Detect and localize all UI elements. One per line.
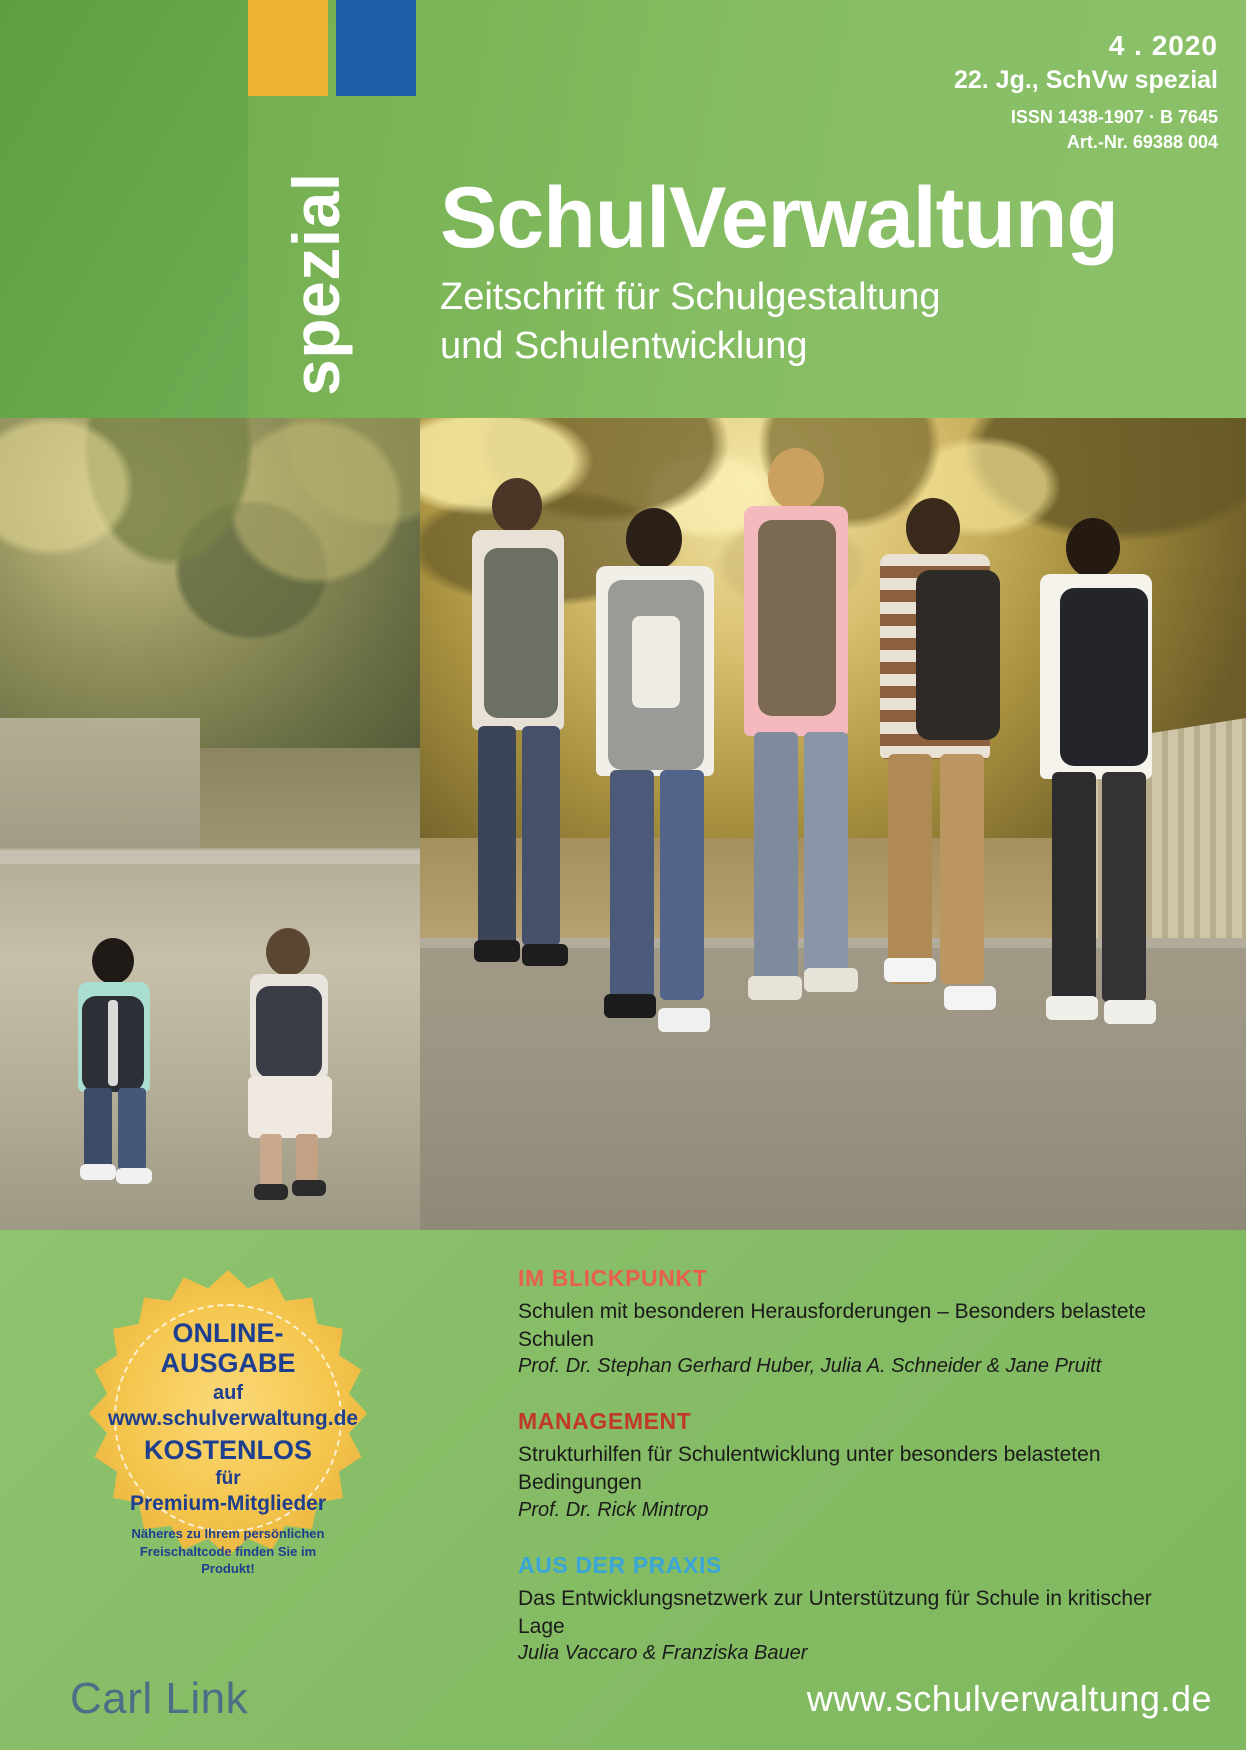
table-of-contents [518,1265,1198,1695]
cover-photo-strip [0,418,1246,1230]
magazine-subtitle-line1: Zeitschrift für Schulgestaltung [440,276,941,318]
seal-line-4: www.schulverwaltung.de [108,1407,359,1431]
spezial-text: spezial [279,172,353,396]
seal-text-block [108,1318,359,1516]
toc-kicker: IM BLICKPUNKT [518,1265,708,1291]
toc-title: Schulen mit besonderen Herausforderungen – Besonders belastete Schulen [518,1300,1147,1351]
toc-authors: Prof. Dr. Rick Mintrop [518,1498,709,1521]
cover-photo-left [0,418,420,1230]
right-photo-student-1 [450,478,590,1038]
header-left-band [0,0,248,418]
website-url[interactable]: www.schulverwaltung.de [806,1678,1212,1719]
publisher-logo [248,0,428,96]
issue-metadata [440,0,1218,153]
seal-note: Näheres zu Ihrem persönlichen Freischaltcode finden Sie im Produkt! [131,1526,325,1577]
toc-entry [518,1552,1198,1665]
magazine-title: SchulVerwaltung [440,170,1118,266]
seal-line-1: ONLINE- [172,1318,284,1348]
left-photo-child-boy [60,938,170,1198]
toc-kicker: AUS DER PRAXIS [518,1551,722,1578]
toc-title: Das Entwicklungsnetzwerk zur Unterstützung für Schule in kritischer Lage [518,1586,1152,1638]
left-photo-kerb [0,850,420,864]
right-photo-student-2 [580,508,740,1088]
spezial-vertical-label [248,96,428,418]
magazine-subtitle-line2: und Schulentwicklung [440,324,808,367]
toc-title: Strukturhilfen für Schulentwicklung unter besonders belasteten Bedingungen [518,1443,1101,1495]
right-photo-student-3 [720,448,880,1088]
seal-line-5: KOSTENLOS [143,1435,312,1466]
toc-authors: Prof. Dr. Stephan Gerhard Huber, Julia A. Schneider & Jane Pruitt [518,1355,1102,1378]
cover-photo-right [420,418,1246,1230]
header-right [440,0,1246,418]
toc-authors: Julia Vaccaro & Franziska Bauer [518,1642,808,1665]
seal-line-3: auf [213,1382,243,1405]
article-number: Art.-Nr. 69388 004 [1066,132,1218,152]
issue-number: 4 . 2020 [1108,30,1218,61]
volume-info: 22. Jg., SchVw spezial [953,66,1218,94]
left-photo-child-girl [230,928,350,1208]
seal-line-2: AUSGABE [160,1348,296,1379]
logo-square-blue [336,0,416,96]
right-photo-student-4 [860,498,1020,1098]
toc-entry [518,1408,1198,1521]
logo-square-yellow [248,0,328,96]
toc-entry [518,1265,1198,1378]
seal-line-6: für [215,1468,241,1490]
right-photo-student-5 [1020,518,1180,1118]
seal-line-7: Premium-Mitglieder [129,1492,327,1516]
cover-header [0,0,1246,418]
cover-bottom-panel [0,1230,1246,1750]
online-edition-seal [78,1270,378,1590]
toc-kicker: MANAGEMENT [518,1408,692,1435]
issn-line: ISSN 1438-1907 · B 7645 [1010,107,1218,127]
publisher-name: Carl Link [70,1674,249,1723]
